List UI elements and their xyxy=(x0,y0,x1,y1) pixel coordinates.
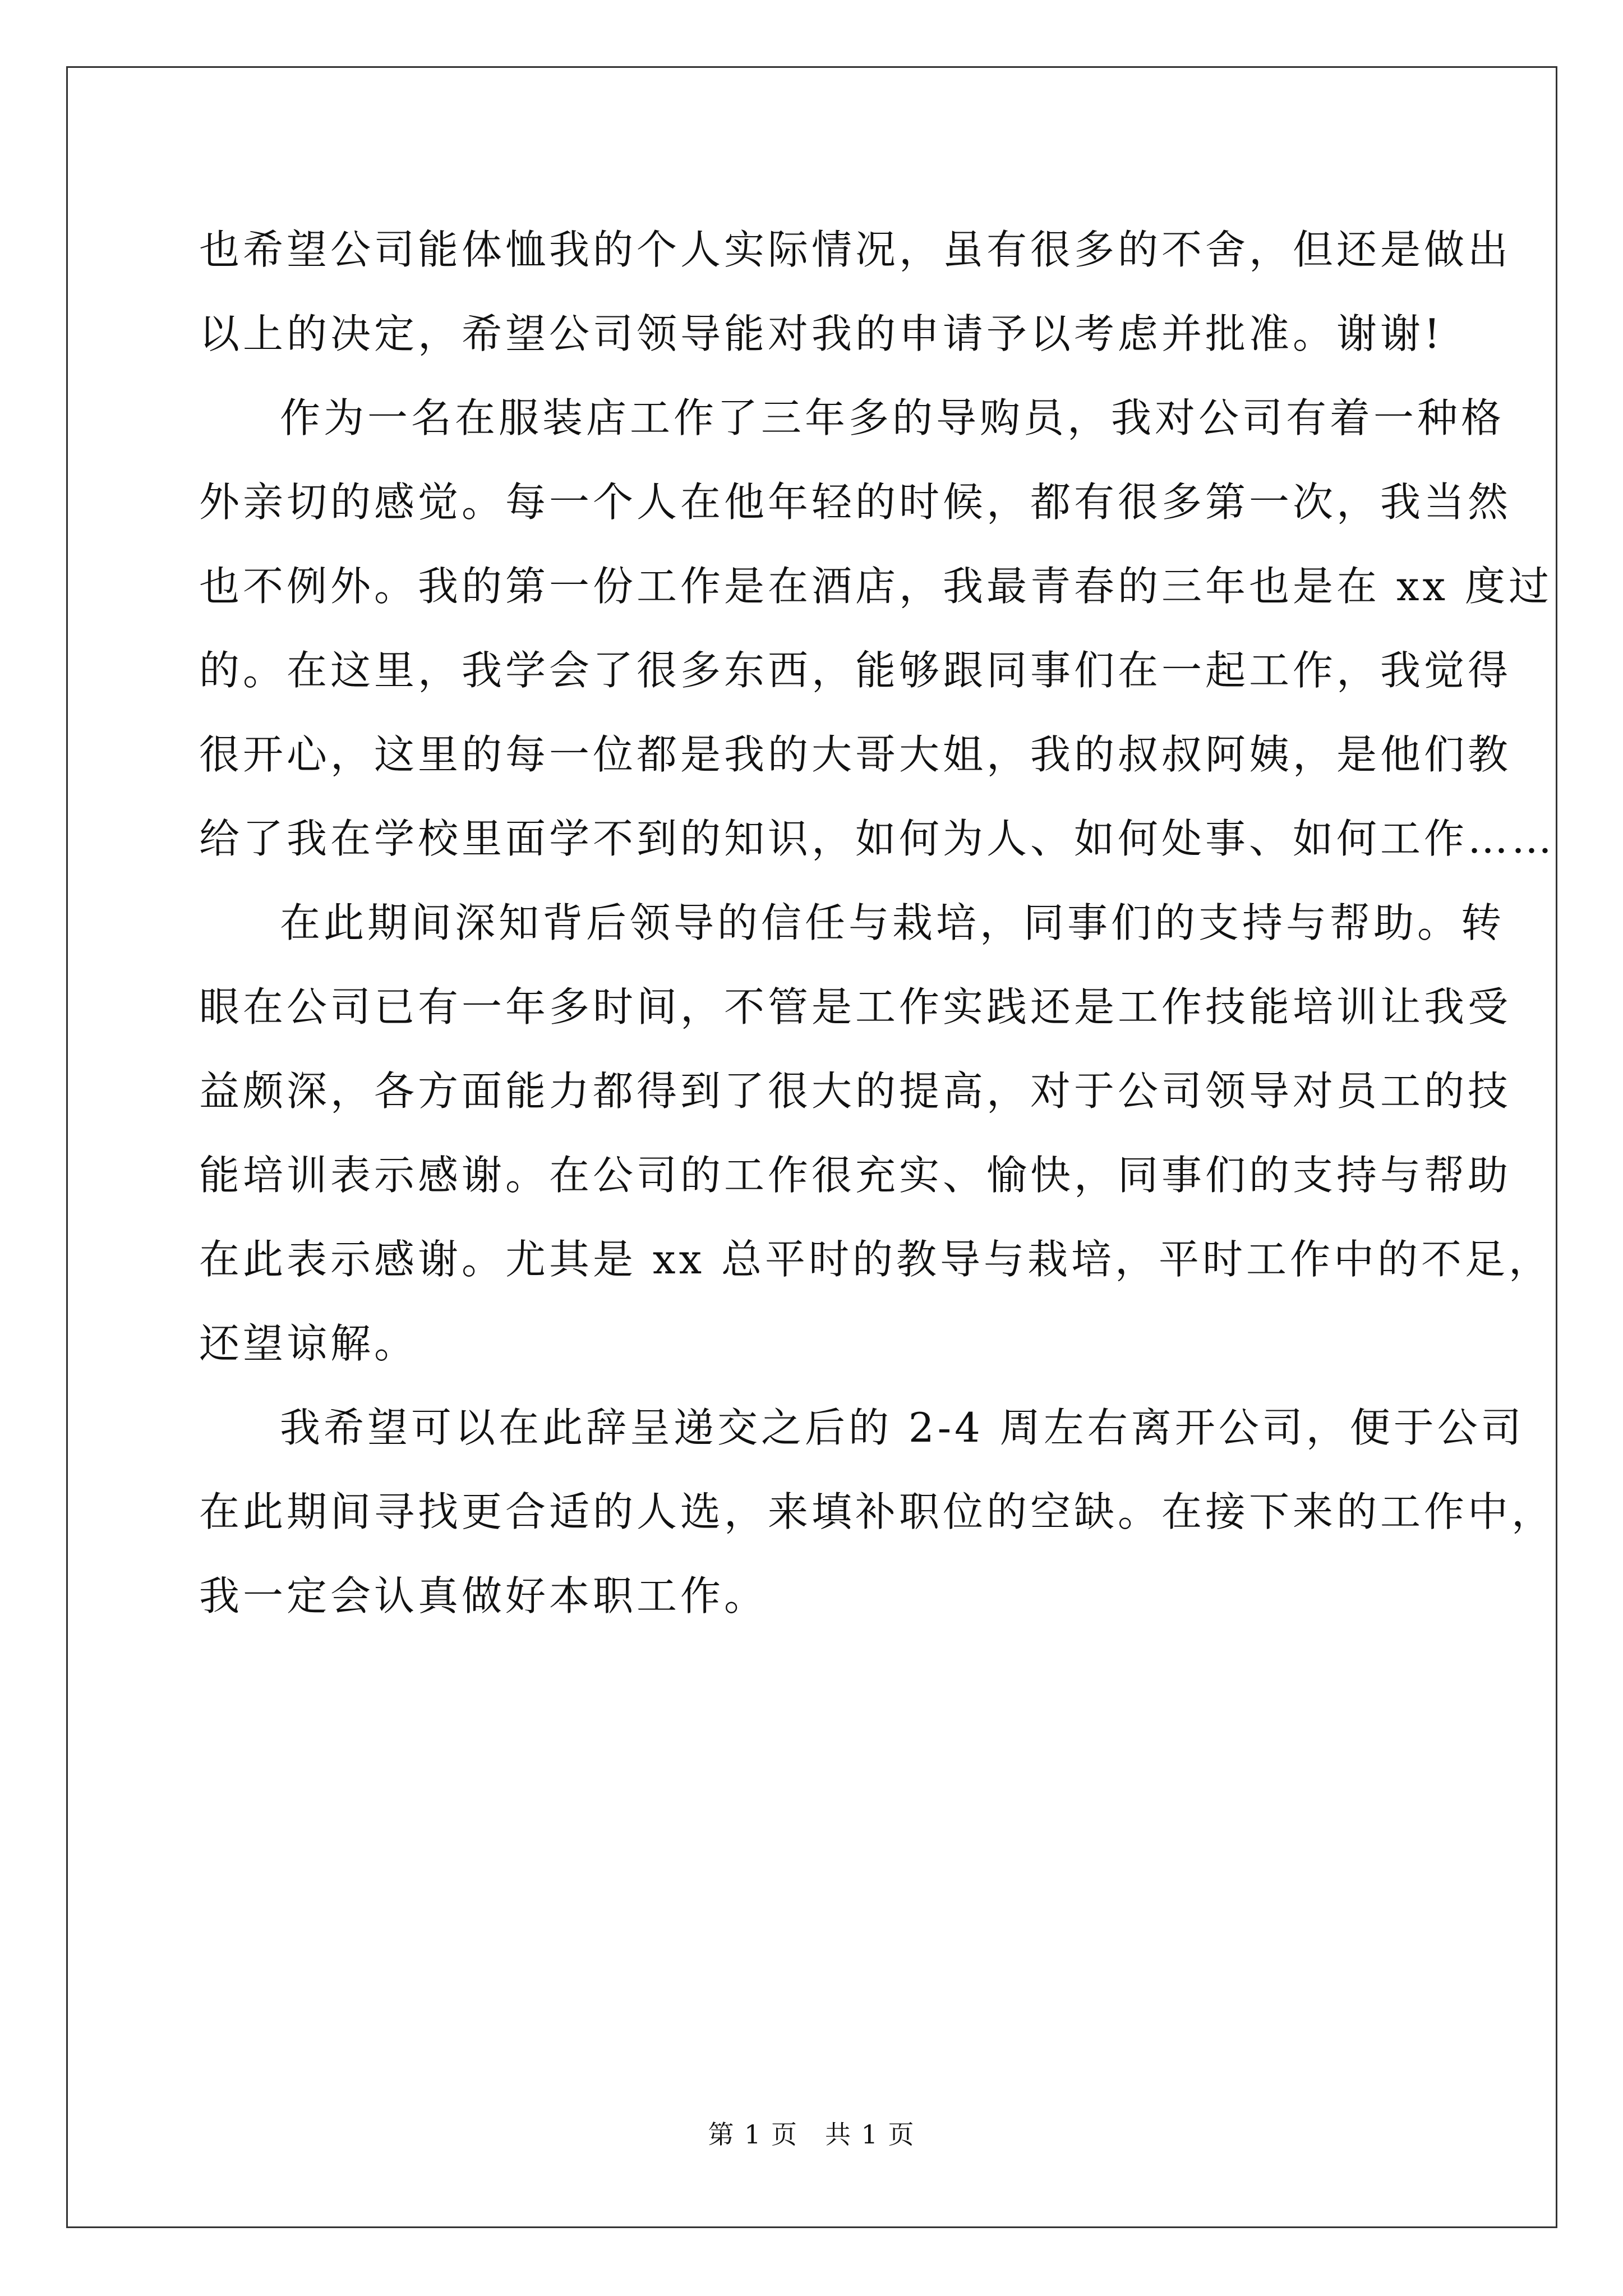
text-line: 在此表示感谢。尤其是 xx 总平时的教导与栽培，平时工作中的不足， xyxy=(199,1236,1552,1283)
paragraph-start-line: 作为一名在服装店工作了三年多的导购员，我对公司有着一种格 xyxy=(280,394,1505,441)
text-line: 以上的决定，希望公司领导能对我的申请予以考虑并批准。谢谢! xyxy=(199,310,1444,357)
text-line: 很开心，这里的每一位都是我的大哥大姐，我的叔叔阿姨，是他们教 xyxy=(199,731,1512,778)
document-body xyxy=(199,208,1556,1638)
text-line: 能培训表示感谢。在公司的工作很充实、愉快，同事们的支持与帮助 xyxy=(199,1152,1512,1199)
text-line: 也希望公司能体恤我的个人实际情况，虽有很多的不舍，但还是做出 xyxy=(199,226,1512,273)
text-line: 益颇深，各方面能力都得到了很大的提高，对于公司领导对员工的技 xyxy=(199,1068,1512,1115)
text-line: 给了我在学校里面学不到的知识，如何为人、如何处事、如何工作…… xyxy=(199,815,1556,862)
page-footer: 第 1 页 共 1 页 xyxy=(708,2119,915,2150)
text-line: 外亲切的感觉。每一个人在他年轻的时候，都有很多第一次，我当然 xyxy=(199,478,1512,526)
paragraph-start-line: 在此期间深知背后领导的信任与栽培，同事们的支持与帮助。转 xyxy=(280,899,1505,946)
text-line: 我一定会认真做好本职工作。 xyxy=(199,1572,768,1619)
text-line: 眼在公司已有一年多时间，不管是工作实践还是工作技能培训让我受 xyxy=(199,983,1512,1030)
paragraph-start-line: 我希望可以在此辞呈递交之后的 2-4 周左右离开公司，便于公司 xyxy=(280,1404,1525,1451)
text-line: 还望谅解。 xyxy=(199,1320,418,1367)
text-line: 的。在这里，我学会了很多东西，能够跟同事们在一起工作，我觉得 xyxy=(199,647,1512,694)
text-line: 也不例外。我的第一份工作是在酒店，我最青春的三年也是在 xx 度过 xyxy=(199,563,1552,610)
text-line: 在此期间寻找更合适的人选，来填补职位的空缺。在接下来的工作中， xyxy=(199,1488,1556,1535)
